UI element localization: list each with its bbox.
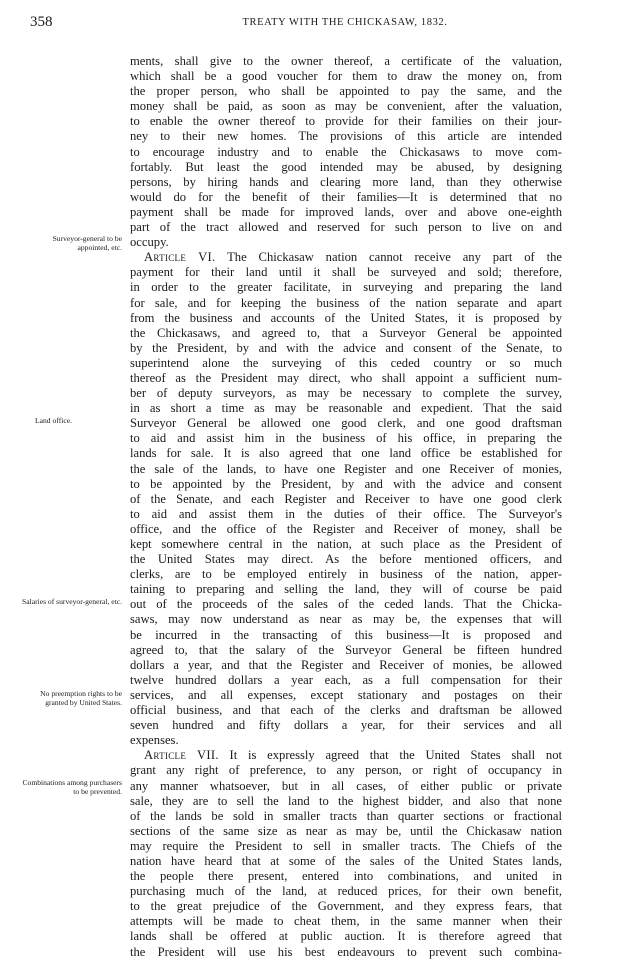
text-line: the President will use his best endeavours to prevent such combina- — [130, 944, 562, 959]
text-line: ney to their new homes. The provisions of this article are intended — [130, 129, 562, 144]
text-line: in as short a time as may be reasonable and expedient. That the said — [130, 401, 562, 416]
text-line: money shall be paid, as soon as may be convenient, after the valuation, — [130, 99, 562, 114]
text-line: of the lands be sold in smaller tracts than quarter sections or fractional — [130, 808, 562, 823]
text-line: which shall be a good voucher for them to draw the money on, from — [130, 69, 562, 84]
text-line: ments, shall give to the owner thereof, a certificate of the valuation, — [130, 54, 562, 68]
text-line: saws, may now understand as near as may be, the expenses that will — [130, 612, 562, 627]
text-line: kept somewhere central in the nation, at such place as the President of — [130, 537, 562, 551]
text-line: persons, by hiring hands and clearing more land, than they otherwise — [130, 174, 562, 189]
text-line: grant any right of preference, to any person, or right of occupancy in — [130, 763, 562, 778]
text-line: official business, and that each of the clerks and draftsman be allowed — [130, 703, 562, 718]
text-line: the Chickasaws, and agreed to, that a Surveyor General be appointed — [130, 325, 562, 340]
margin-note-preemption: No preemption rights to be granted by United States. — [40, 689, 122, 707]
text-line: in order to the greater facilitate, in surveying and preparing the land — [130, 280, 562, 295]
text-line: payment for their land until it shall be surveyed and sold; therefore, — [130, 265, 562, 280]
text-line: attempts will be made to cheat them, in the same manner when their — [130, 914, 562, 929]
text-line: dollars a year, and that the Register and Receiver of monies, be allowed — [130, 657, 562, 672]
text-line: agreed to, that the salary of the Surveyor General be fifteen hundred — [130, 642, 562, 657]
margin-note-surveyor: Surveyor-general to be appointed, etc. — [52, 234, 122, 252]
text-line: fortably. But least the good intended may be abused, by designing — [130, 159, 562, 174]
text-line: the proper person, who shall be appointed to pay the same, and the — [130, 84, 562, 99]
margin-note-combinations: Combinations among purchasers to be prevented. — [22, 778, 122, 796]
text-line: to aid and assist him in the business of his office, in preparing the — [130, 431, 562, 446]
text-line: to enable the owner thereof to provide for their families on their jour- — [130, 114, 562, 129]
article-6-first-line — [130, 250, 562, 265]
text-line: It is expressly agreed that the United States shall not — [218, 748, 562, 763]
text-line: lands shall be offered at public auction. It is therefore agreed that — [130, 929, 562, 944]
text-line: the United States may direct. As the before mentioned officers, and — [130, 552, 562, 567]
text-line: The Chickasaw nation cannot receive any part of the — [215, 250, 562, 265]
text-line: expenses. — [130, 733, 179, 748]
article-6-heading: Article VI. — [144, 250, 216, 265]
text-line: any manner whatsoever, but in all cases, of either public or private — [130, 778, 562, 793]
page-number: 358 — [30, 14, 53, 30]
text-line: to the great prejudice of the Government, and they express fears, that — [130, 899, 562, 914]
text-line: superintend alone the surveying of this ceded country or so much — [130, 355, 562, 370]
text-line: the sale of the lands, to have one Register and one Receiver of monies, — [130, 461, 562, 476]
text-line: for sale, and for keeping the business of the nation separate and apart — [130, 295, 562, 310]
text-line: the people there present, entered into combinations, and united in — [130, 869, 562, 884]
text-line: twelve hundred dollars a year each, as a full compensation for their — [130, 672, 562, 687]
text-line: lands for sale. It is also agreed that one land office be established for — [130, 446, 562, 461]
text-line: of the Senate, and each Register and Receiver to have one good clerk — [130, 491, 562, 506]
text-line: sections of the same size as near as may be, until the Chickasaw nation — [130, 823, 562, 838]
text-line: payment shall be made for improved lands, over and above one-eighth — [130, 204, 562, 219]
text-line: be incurred in the transacting of this business—It is proposed and — [130, 627, 562, 642]
article-7-first-line — [130, 748, 562, 763]
text-line: to encourage industry and to enable the Chickasaws to move com- — [130, 144, 562, 159]
text-line: office, and the office of the Register and Receiver of money, shall be — [130, 521, 562, 536]
text-line: occupy. — [130, 235, 169, 250]
text-line: taining to preparing and selling the land, they will of course be paid — [130, 582, 562, 597]
text-line: clerks, are to be employed entirely in business of the nation, apper- — [130, 567, 562, 582]
article-7-heading: Article VII. — [144, 748, 219, 763]
text-line: seven hundred and fifty dollars a year, for their services and all — [130, 718, 562, 733]
text-line: to be appointed by the President, by and with the advice and consent — [130, 476, 562, 491]
text-line: part of the tract allowed and reserved for such person to live on and — [130, 220, 562, 235]
text-line: services, and all expenses, except stationary and postages on their — [130, 687, 562, 702]
text-line: by the President, by and with the advice and consent of the Senate, to — [130, 340, 562, 355]
running-head: TREATY WITH THE CHICKASAW, 1832. — [242, 17, 448, 28]
text-line: Surveyor General be allowed one good clerk, and one good draftsman — [130, 416, 562, 431]
margin-note-land-office: Land office. — [35, 416, 72, 425]
text-line: nation have heard that at some of the sales of the United States lands, — [130, 853, 562, 868]
body-text — [130, 54, 562, 960]
text-line: out of the proceeds of the sales of the ceded lands. That the Chicka- — [130, 597, 562, 612]
text-line: may require the President to sell in smaller tracts. The Chiefs of the — [130, 838, 562, 853]
text-line: purchasing much of the land, at reduced prices, for their own benefit, — [130, 884, 562, 899]
text-line: from the business and accounts of the United States, it is proposed by — [130, 310, 562, 325]
text-line: to aid and assist them in the duties of their office. The Surveyor's — [130, 506, 562, 521]
text-line: would do for the benefit of their families—It is determined that no — [130, 189, 562, 204]
text-line: sale, they are to sell the land to the highest bidder, and also that none — [130, 793, 562, 808]
text-line: ber of deputy surveyors, as may be necessary to complete the survey, — [130, 386, 562, 401]
text-line: thereof as the President may direct, who shall appoint a sufficient num- — [130, 370, 562, 385]
margin-note-salaries: Salaries of surveyor-general, etc. — [22, 597, 122, 606]
